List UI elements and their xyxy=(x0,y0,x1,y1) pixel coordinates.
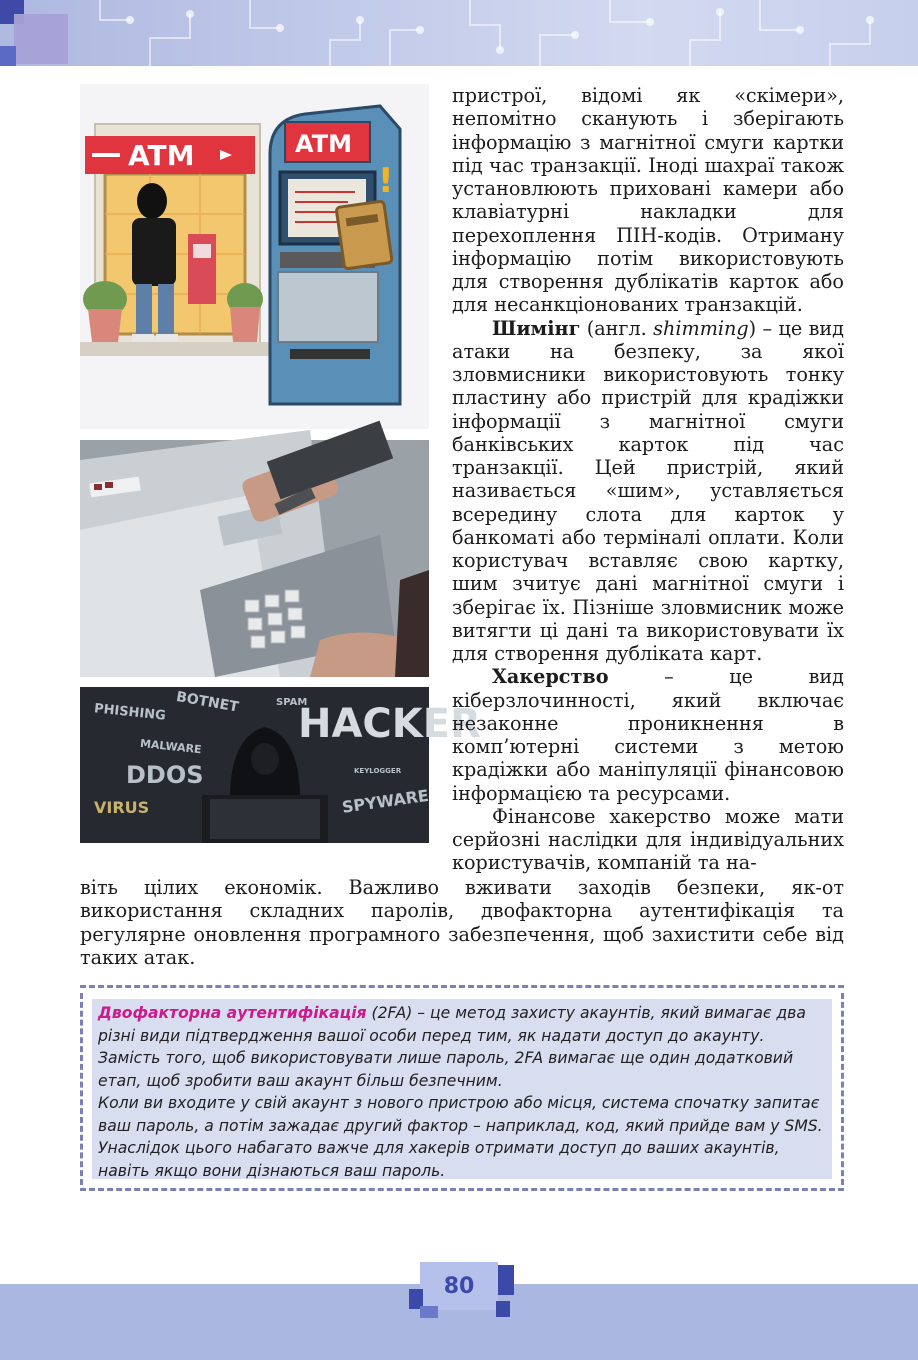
paragraph-financial-hacking-cont: віть цілих економік. Важливо вживати заходів безпеки, як-от використання складних паролів, двофакторна аутентифікація та регулярне оновлення програмного забезпечення, щоб захистити себе від таких атак. xyxy=(80,876,844,969)
atm-sign-text: ATM xyxy=(128,139,195,172)
shimming-text: ) – це вид атаки на безпеку, за якої зловмисники використовують тонку пластину або пристрій для крадіжки інформації з магнітної смуги банківських карток під час транзакції. Цей пристрій, який називається «шим», уставляється всередину слота для карток у банкоматі або терміналі оплати. Коли користувач вставляє свою картку, шим зчитує дані магнітної смуги і зберігає їх. Пізніше зловмисник може витягти ці дані та використовувати їх для створення дубліката карт. xyxy=(452,316,844,665)
term-hacking: Хакерство xyxy=(492,665,609,689)
atm-skimming-illustration xyxy=(80,84,429,429)
paragraph-shimming xyxy=(452,317,844,666)
shimming-open: (англ. xyxy=(580,316,654,340)
note-text-1: (2FA) – це метод захисту акаунтів, який вимагає два різні види підтвердження вашої особи перед тим, як надати доступ до акаунту. Замість того, щоб використовувати лише пароль, 2FA вимагає ще один додатковий етап, щоб зробити ваш акаунт більш безпечним. xyxy=(98,1004,806,1090)
term-shimming: Шимінг xyxy=(492,316,581,340)
page-number-decor xyxy=(420,1306,438,1318)
word-spam: SPAM xyxy=(276,697,308,708)
word-botnet: BOTNET xyxy=(174,688,240,716)
page-number-decor xyxy=(496,1301,510,1317)
term-shimming-en: shimming xyxy=(653,316,749,340)
word-malware: MALWARE xyxy=(139,736,203,757)
svg-text:!: ! xyxy=(378,161,394,201)
corner-square xyxy=(0,46,16,66)
atm-card-text: ATM xyxy=(295,130,352,158)
note-paragraph-2: Коли ви входите у свій акаунт з нового пристрою або місця, система спочатку запитає ваш пароль, а потім зажадає другий фактор – наприклад, код, який прийде вам у SMS. Унаслідок цього набагато важче для хакерів отримати доступ до ваших акаунтів, навіть якщо вони дізнаються ваш пароль. xyxy=(98,1094,823,1180)
paragraph-hacking xyxy=(452,665,844,805)
paragraph-financial-hacking: Фінансове хакерство може мати серйозні наслідки для індивідуальних користувачів, компаній та на- xyxy=(452,804,844,875)
word-spyware: SPYWARE xyxy=(340,785,430,817)
shimming-photo xyxy=(80,440,429,677)
note-frame-right xyxy=(841,993,844,1185)
word-virus: VIRUS xyxy=(94,798,150,817)
word-phishing: PHISHING xyxy=(93,701,167,724)
hacker-photo xyxy=(80,687,481,843)
right-column-text xyxy=(452,84,844,875)
word-hacker: HACKER xyxy=(298,701,481,747)
word-keylogger: KEYLOGGER xyxy=(354,767,402,775)
circuit-pattern xyxy=(0,0,918,66)
page-number-box xyxy=(420,1262,498,1310)
note-frame-left xyxy=(80,993,83,1185)
note-term: Двофакторна аутентифікація xyxy=(98,1004,367,1022)
full-width-text xyxy=(80,876,844,969)
paragraph-skimmers: пристрої, відомі як «скімери», непомітно сканують і зберігають інформацію з магнітної смуги картки під час транзакції. Іноді шахраї також установлюють приховані камери або клавіатурні накладки для перехоплення ПІН-кодів. Отриману інформацію потім використовують для створення дублікатів карток або для несанкціонованих транзакцій. xyxy=(452,84,844,317)
hacking-text: – це вид кіберзлочинності, який включає незаконне проникнення в комп’ютерні системи з метою крадіжки або маніпуляції фінансовою інформацією та ресурсами. xyxy=(452,665,844,805)
corner-square xyxy=(14,14,68,64)
page-number: 80 xyxy=(443,1273,475,1299)
top-banner xyxy=(0,0,918,66)
note-paragraph-1 xyxy=(98,1002,824,1092)
word-ddos: DDOS xyxy=(126,761,204,789)
note-2fa xyxy=(92,999,832,1179)
